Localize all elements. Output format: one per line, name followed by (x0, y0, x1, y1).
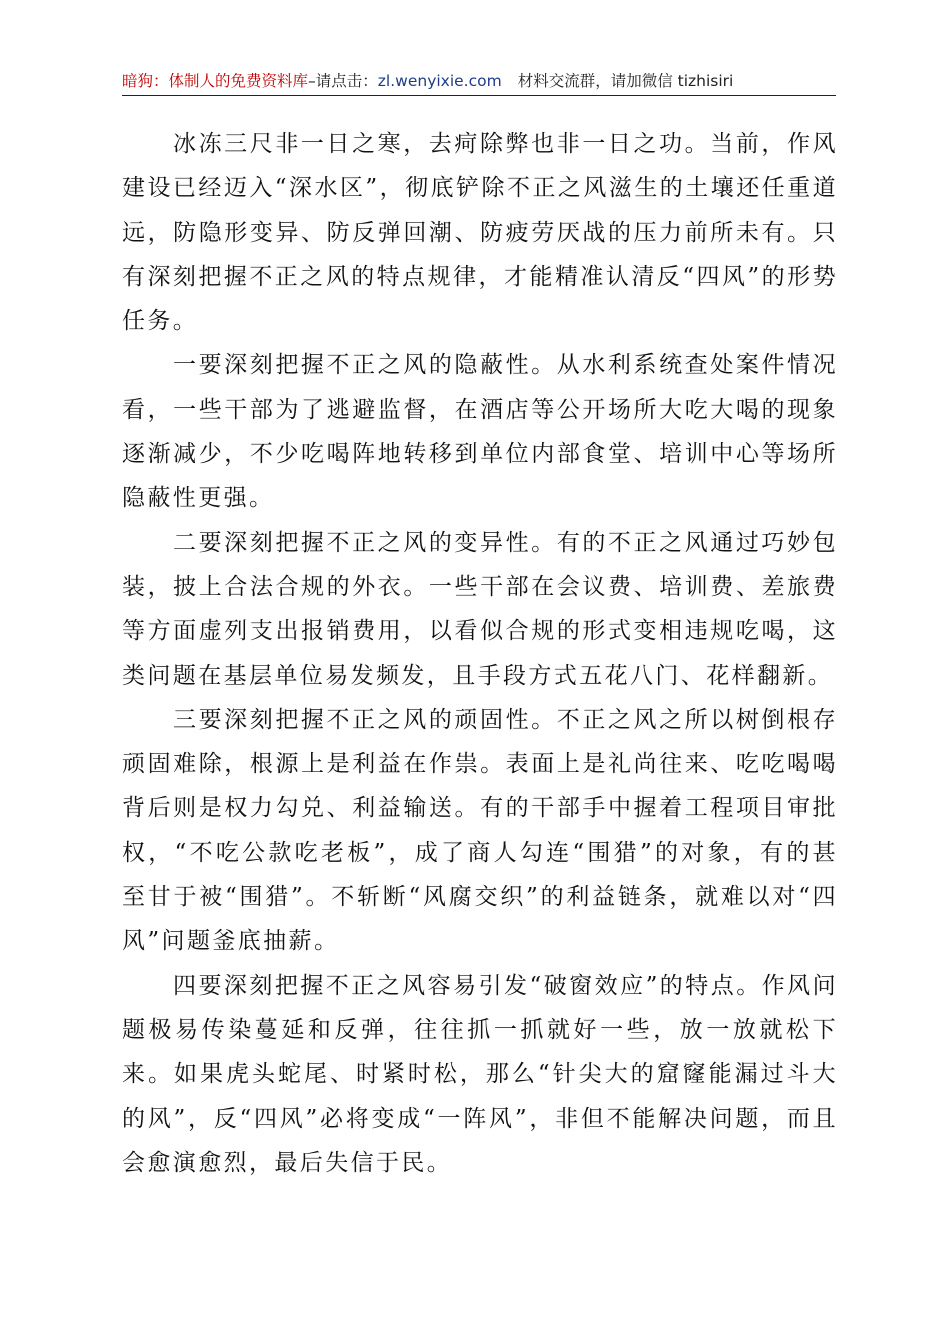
paragraph-point-4: 四要深刻把握不正之风容易引发“破窗效应”的特点。作风问题极易传染蔓延和反弹，往往抓一抓就好一些，放一放就松下来。如果虎头蛇尾、时紧时松，那么“针尖大的窟窿能漏过斗大的风”，反“四风”必将变成“一阵风”，非但不能解决问题，而且会愈演愈烈，最后失信于民。 (122, 972, 838, 1176)
header-contact: 材料交流群，请加微信 tizhisiri (517, 72, 734, 90)
paragraph-intro: 冰冻三尺非一日之寒，去疴除弊也非一日之功。当前，作风建设已经迈入“深水区”，彻底铲除不正之风滋生的土壤还任重道远，防隐形变异、防反弹回潮、防疲劳厌战的压力前所未有。只有深刻把握不正之风的特点规律，才能精准认清反“四风”的形势任务。 (122, 131, 838, 335)
document-body (122, 122, 838, 1185)
header-divider (122, 95, 836, 96)
page-header (122, 66, 834, 96)
paragraph-point-3: 三要深刻把握不正之风的顽固性。不正之风之所以树倒根存顽固难除，根源上是利益在作祟。表面上是礼尚往来、吃吃喝喝背后则是权力勾兑、利益输送。有的干部手中握着工程项目审批权，“不吃公款吃老板”，成了商人勾连“围猎”的对象，有的甚至甘于被“围猎”。不斩断“风腐交织”的利益链条，就难以对“四风”问题釜底抽薪。 (122, 706, 838, 955)
paragraph-point-2: 二要深刻把握不正之风的变异性。有的不正之风通过巧妙包装，披上合法合规的外衣。一些干部在会议费、培训费、差旅费等方面虚列支出报销费用，以看似合规的形式变相违规吃喝，这类问题在基层单位易发频发，且手段方式五花八门、花样翻新。 (122, 529, 838, 689)
paragraph-point-1: 一要深刻把握不正之风的隐蔽性。从水利系统查处案件情况看，一些干部为了逃避监督，在酒店等公开场所大吃大喝的现象逐渐减少，不少吃喝阵地转移到单位内部食堂、培训中心等场所隐蔽性更强。 (122, 352, 838, 512)
header-url-link[interactable]: zl.wenyixie.com (377, 72, 502, 90)
header-click-label: –请点击： (308, 72, 378, 90)
header-site-name: 暗狗：体制人的免费资料库 (122, 72, 309, 90)
